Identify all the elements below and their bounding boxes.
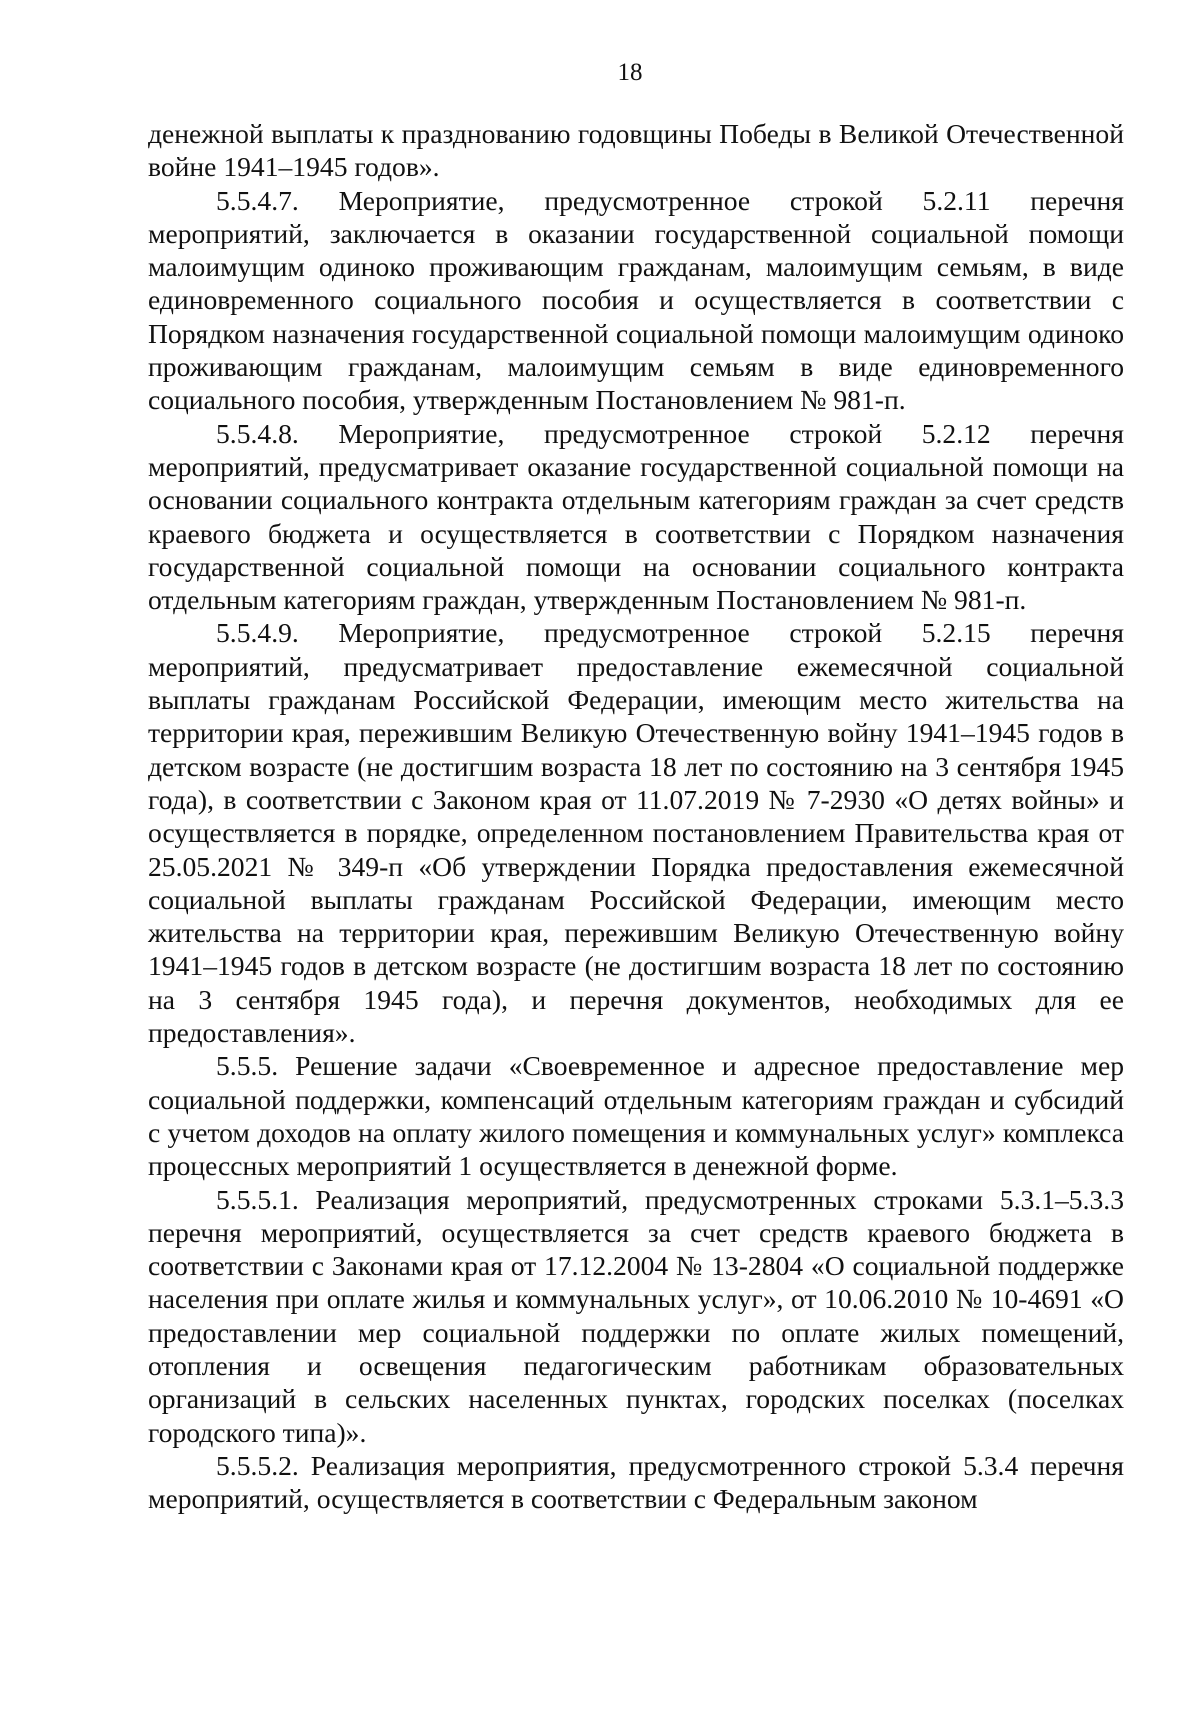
- paragraph-5-5-5: 5.5.5. Решение задачи «Своевременное и адресное предоставление мер социальной поддержки, компенсаций отдельным категориям граждан и субсидий с учетом доходов на оплату жилого помещения и коммунальных услуг» комплекса процессных мероприятий 1 осуществляется в денежной форме.: [148, 1050, 1124, 1182]
- paragraph-continuation: денежной выплаты к празднованию годовщины Победы в Великой Отечественной войне 1941–1945 годов».: [148, 118, 1124, 183]
- paragraph-5-5-4-9: 5.5.4.9. Мероприятие, предусмотренное строкой 5.2.15 перечня мероприятий, предусматривает предоставление ежемесячной социальной выплаты гражданам Российской Федерации, имеющим место жительства на территории края, пережившим Великую Отечественную войну 1941–1945 годов в детском возрасте (не достигшим возраста 18 лет по состоянию на 3 сентября 1945 года), в соответствии с Законом края от 11.07.2019 № 7-2930 «О детях войны» и осуществляется в порядке, определенном постановлением Правительства края от 25.05.2021 № 349-п «Об утверждении Порядка предоставления ежемесячной социальной выплаты гражданам Российской Федерации, имеющим место жительства на территории края, пережившим Великую Отечественную войну 1941–1945 годов в детском возрасте (не достигшим возраста 18 лет по состоянию на 3 сентября 1945 года), и перечня документов, необходимых для ее предоставления».: [148, 617, 1124, 1049]
- paragraph-5-5-4-7: 5.5.4.7. Мероприятие, предусмотренное строкой 5.2.11 перечня мероприятий, заключается в оказании государственной социальной помощи малоимущим одиноко проживающим гражданам, малоимущим семьям, в виде единовременного социального пособия и осуществляется в соответствии с Порядком назначения государственной социальной помощи малоимущим одиноко проживающим гражданам, малоимущим семьям в виде единовременного социального пособия, утвержденным Постановлением № 981-п.: [148, 184, 1124, 416]
- paragraph-5-5-4-8: 5.5.4.8. Мероприятие, предусмотренное строкой 5.2.12 перечня мероприятий, предусматривает оказание государственной социальной помощи на основании социального контракта отдельным категориям граждан за счет средств краевого бюджета и осуществляется в соответствии с Порядком назначения государственной социальной помощи на основании социального контракта отдельным категориям граждан, утвержденным Постановлением № 981-п.: [148, 417, 1124, 616]
- paragraph-5-5-5-1: 5.5.5.1. Реализация мероприятий, предусмотренных строками 5.3.1–5.3.3 перечня мероприятий, осуществляется за счет средств краевого бюджета в соответствии с Законами края от 17.12.2004 № 13-2804 «О социальной поддержке населения при оплате жилья и коммунальных услуг», от 10.06.2010 № 10-4691 «О предоставлении мер социальной поддержки по оплате жилых помещений, отопления и освещения педагогическим работникам образовательных организаций в сельских населенных пунктах, городских поселках (поселках городского типа)».: [148, 1183, 1124, 1448]
- page-number: 18: [617, 59, 643, 86]
- paragraph-5-5-5-2: 5.5.5.2. Реализация мероприятия, предусмотренного строкой 5.3.4 перечня мероприятий, осуществляется в соответствии с Федеральным законом: [148, 1449, 1124, 1515]
- document-body: [148, 117, 1124, 1515]
